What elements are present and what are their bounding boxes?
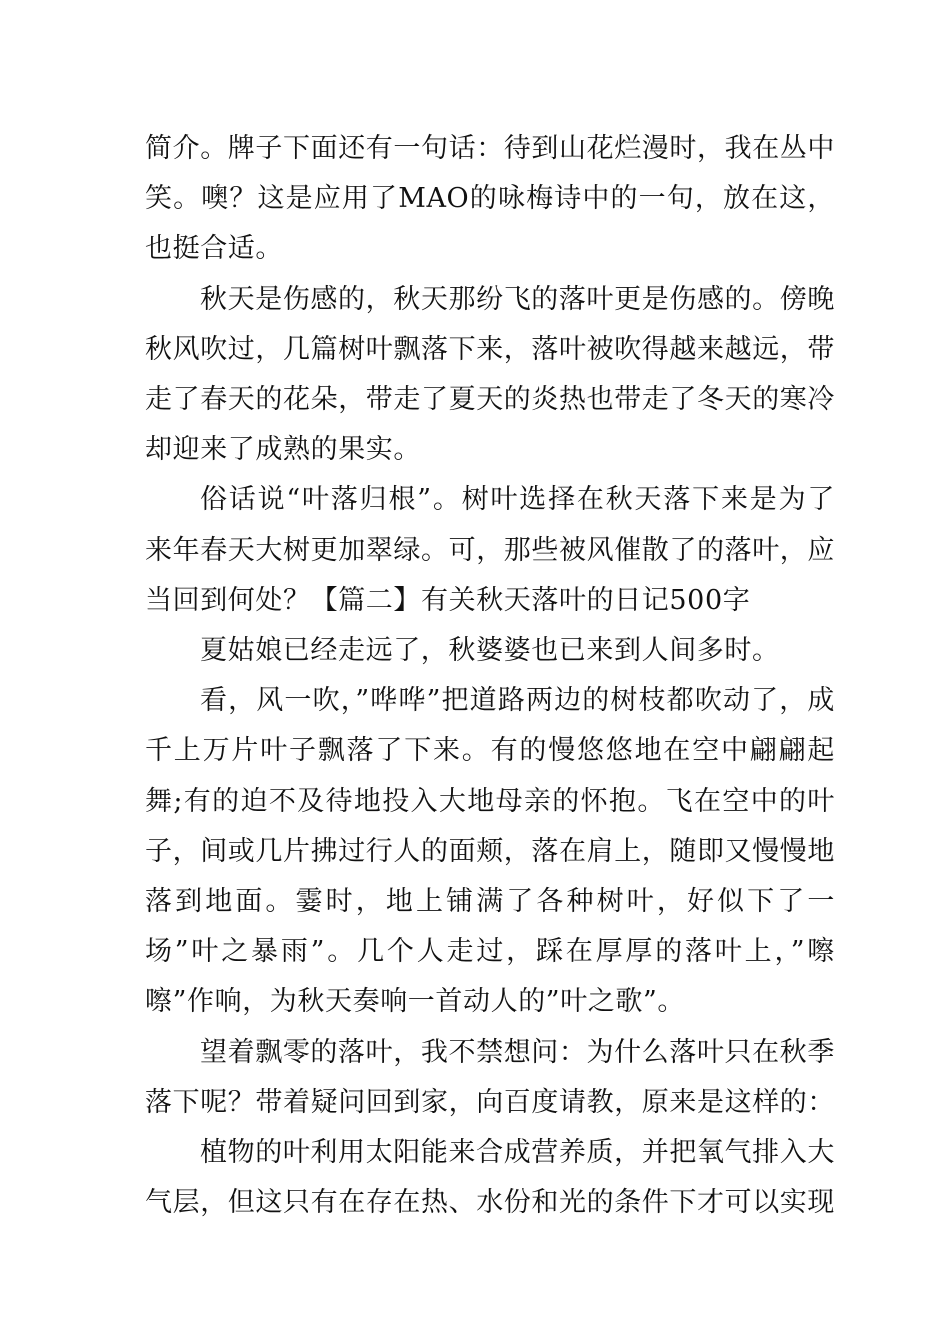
paragraph-3: 俗话说“叶落归根”。树叶选择在秋天落下来是为了来年春天大树更加翠绿。可，那些被风催散了的落叶，应当回到何处？【篇二】有关秋天落叶的日记500字 — [145, 484, 835, 616]
paragraph-2: 秋天是伤感的，秋天那纷飞的落叶更是伤感的。傍晚秋风吹过，几篇树叶飘落下来，落叶被吹得越来越远，带走了春天的花朵，带走了夏天的炎热也带走了冬天的寒冷却迎来了成熟的果实。 — [145, 283, 835, 466]
paragraph-6: 望着飘零的落叶，我不禁想问：为什么落叶只在秋季落下呢？带着疑问回到家，向百度请教，原来是这样的： — [145, 1036, 835, 1118]
paragraph-1: 简介。牌子下面还有一句话：待到山花烂漫时，我在丛中笑。噢？这是应用了MAO的咏梅诗中的一句，放在这，也挺合适。 — [145, 133, 835, 265]
article-body — [145, 124, 835, 1228]
paragraph-5: 看，风一吹，”哗哗”把道路两边的树枝都吹动了，成千上万片叶子飘落了下来。有的慢悠悠地在空中翩翩起舞;有的迫不及待地投入大地母亲的怀抱。飞在空中的叶子，间或几片拂过行人的面颊，落在肩上，随即又慢慢地落到地面。霎时，地上铺满了各种树叶，好似下了一场”叶之暴雨”。几个人走过，踩在厚厚的落叶上，”嚓嚓”作响，为秋天奏响一首动人的”叶之歌”。 — [145, 685, 835, 1018]
paragraph-4: 夏姑娘已经走远了，秋婆婆也已来到人间多时。 — [200, 635, 780, 667]
paragraph-7: 植物的叶利用太阳能来合成营养质，并把氧气排入大气层，但这只有在存在热、水份和光的条件下才可以实现 — [145, 1137, 835, 1219]
